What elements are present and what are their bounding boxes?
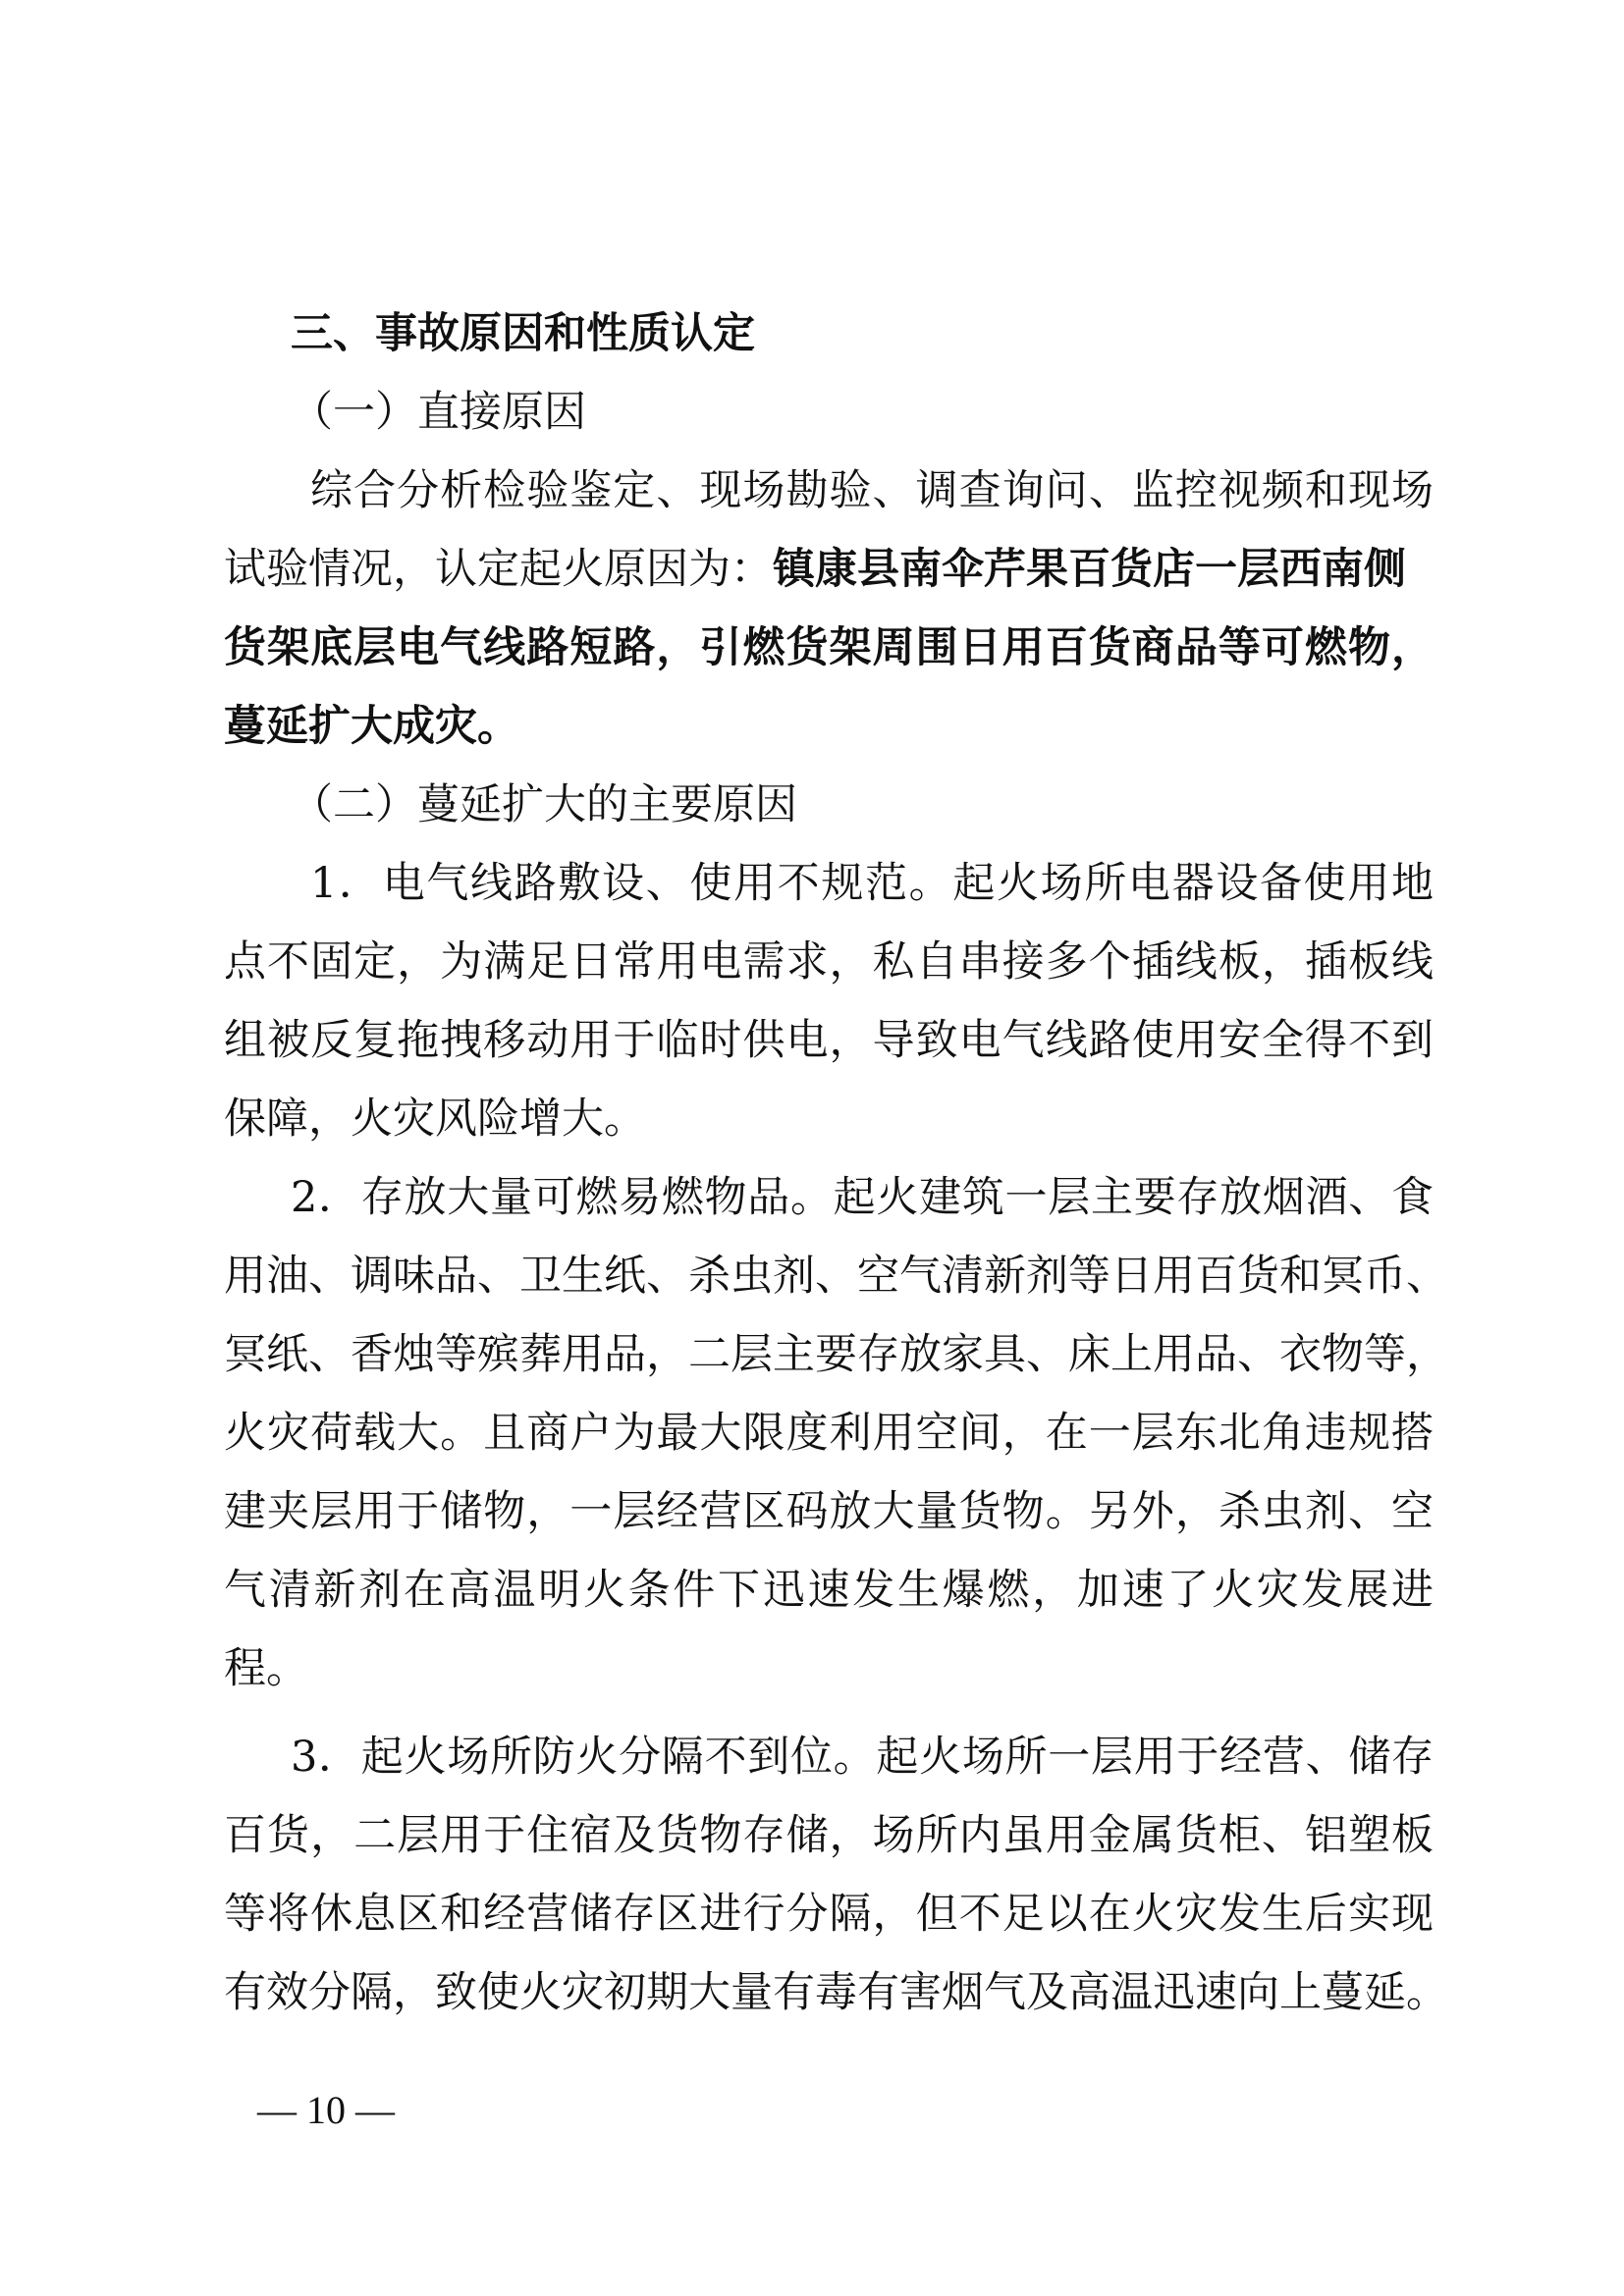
item-2-line: 2．存放大量可燃易燃物品。起火建筑一层主要存放烟酒、食 (291, 1173, 1434, 1222)
paragraph-line-mixed (224, 530, 1434, 609)
paragraph-text: 试验情况，认定起火原因为： (224, 545, 773, 594)
subsection-spread-cause: （二）蔓延扩大的主要原因 (291, 780, 797, 829)
item-1-line: 组被反复拖拽移动用于临时供电，导致电气线路使用安全得不到 (224, 1016, 1434, 1065)
subsection-direct-cause: （一）直接原因 (291, 388, 586, 437)
item-3-line: 3．起火场所防火分隔不到位。起火场所一层用于经营、储存 (291, 1733, 1434, 1782)
item-2-line: 气清新剂在高温明火条件下迅速发生爆燃，加速了火灾发展进 (224, 1566, 1434, 1615)
item-1-line: 保障，火灾风险增大。 (224, 1095, 646, 1144)
item-2-line: 冥纸、香烛等殡葬用品，二层主要存放家具、床上用品、衣物等， (224, 1330, 1448, 1379)
item-3-line: 等将休息区和经营储存区进行分隔，但不足以在火灾发生后实现 (224, 1890, 1434, 1939)
item-1-line: 1．电气线路敷设、使用不规范。起火场所电器设备使用地 (310, 859, 1434, 908)
paragraph-line: 综合分析检验鉴定、现场勘验、调查询问、监控视频和现场 (310, 466, 1434, 515)
item-2-line: 程。 (224, 1644, 308, 1693)
item-3-line: 有效分隔，致使火灾初期大量有毒有害烟气及高温迅速向上蔓延。 (224, 1968, 1448, 2017)
paragraph-bold-line: 蔓延扩大成灾。 (224, 702, 519, 751)
item-2-line: 用油、调味品、卫生纸、杀虫剂、空气清新剂等日用百货和冥币、 (224, 1252, 1448, 1301)
item-2-line: 火灾荷载大。且商户为最大限度利用空间，在一层东北角违规搭 (224, 1409, 1434, 1458)
paragraph-bold-line: 货架底层电气线路短路，引燃货架周围日用百货商品等可燃物， (224, 623, 1434, 672)
item-2-line: 建夹层用于储物，一层经营区码放大量货物。另外，杀虫剂、空 (224, 1487, 1434, 1536)
item-1-line: 点不固定，为满足日常用电需求，私自串接多个插线板，插板线 (224, 937, 1434, 987)
item-3-line: 百货，二层用于住宿及货物存储，场所内虽用金属货柜、铝塑板 (224, 1811, 1434, 1860)
page-number: — 10 — (257, 2088, 395, 2132)
section-title: 三、事故原因和性质认定 (291, 309, 755, 358)
paragraph-bold-text: 镇康县南伞芹果百货店一层西南侧 (773, 545, 1406, 594)
